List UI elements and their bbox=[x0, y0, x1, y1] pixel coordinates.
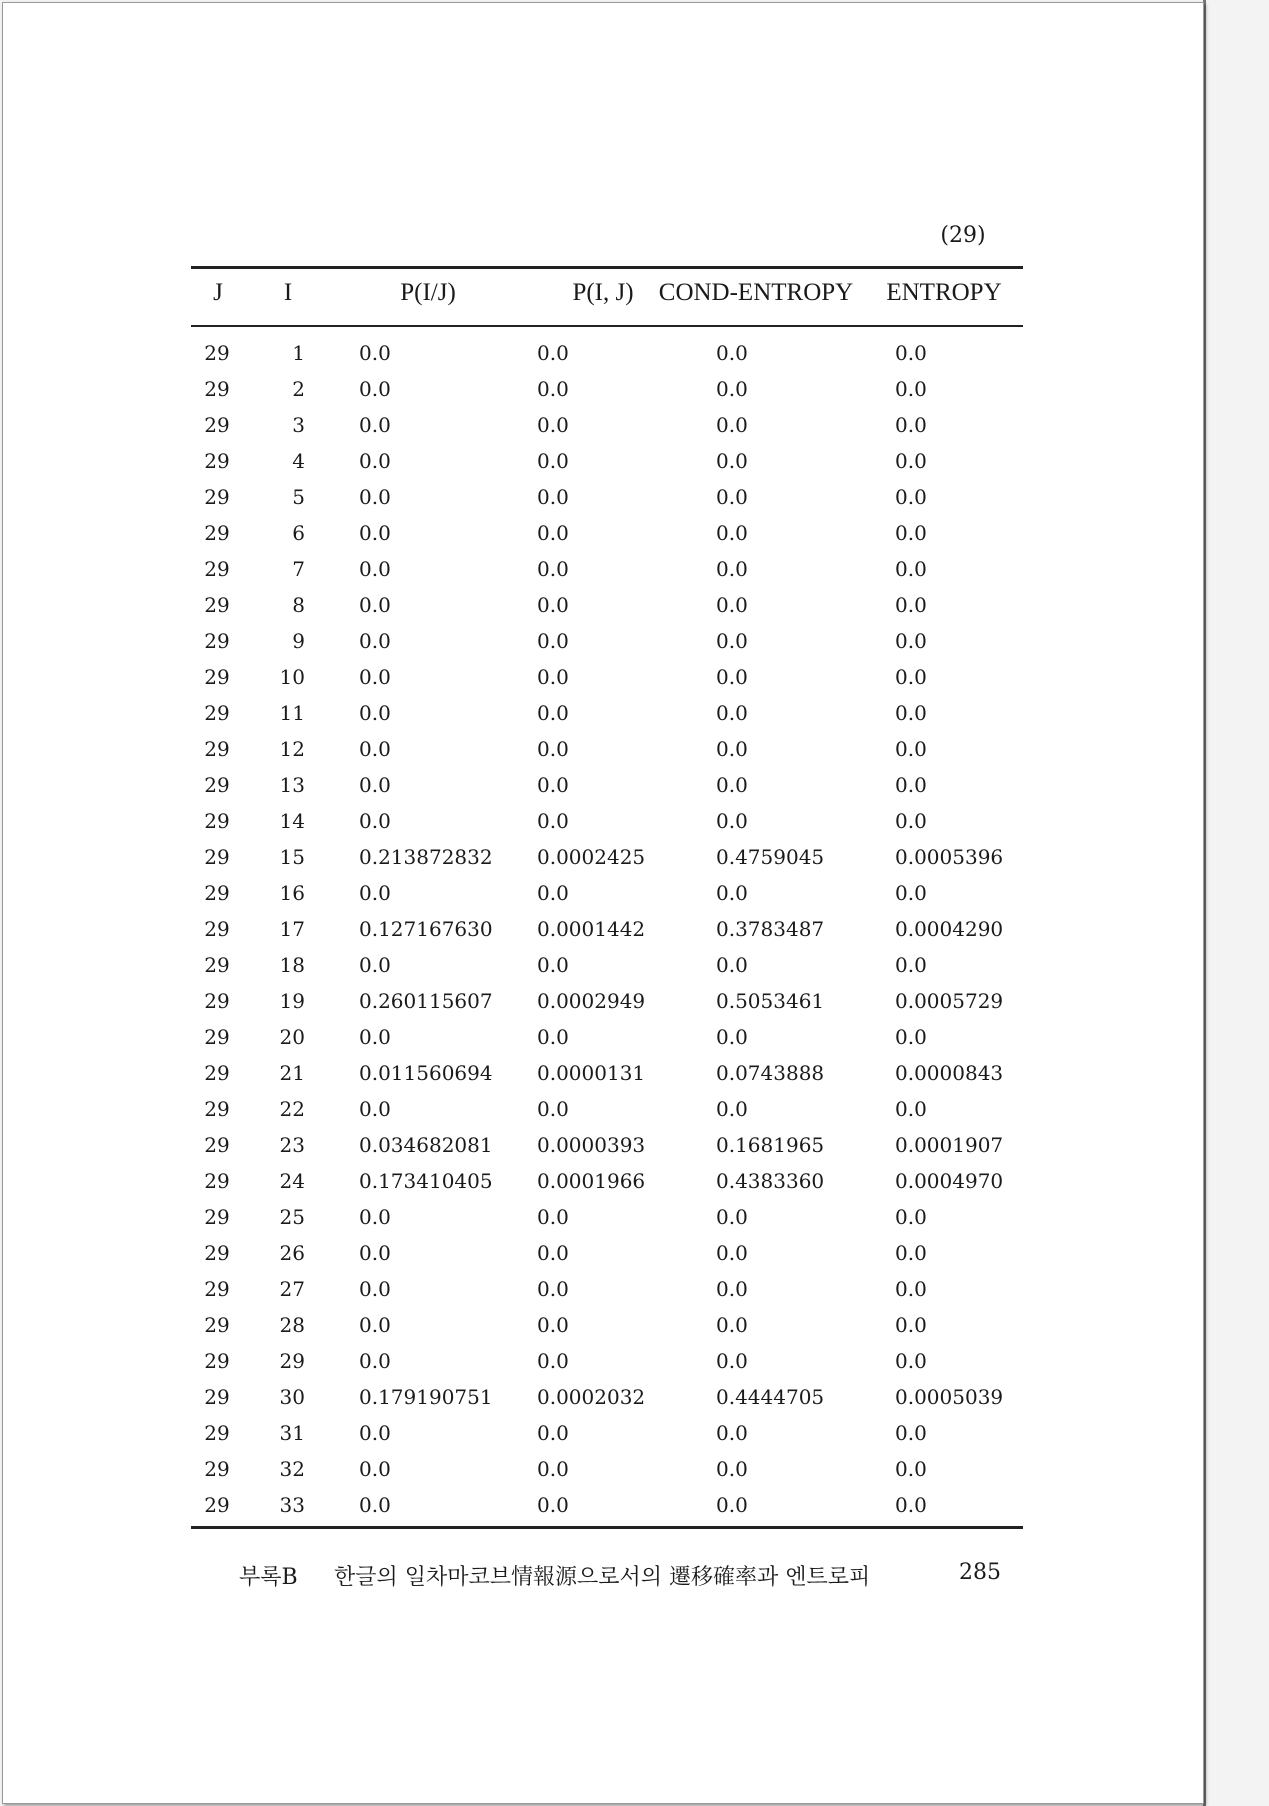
cell-p-i-j: 0.0 bbox=[537, 449, 569, 473]
table-top-rule bbox=[191, 266, 1023, 269]
table-row bbox=[3, 481, 1203, 517]
cell-j: 29 bbox=[204, 1349, 230, 1373]
cell-p-i-j: 0.0 bbox=[537, 665, 569, 689]
cell-j: 29 bbox=[204, 809, 230, 833]
table-row bbox=[3, 1021, 1203, 1057]
table-row bbox=[3, 337, 1203, 373]
cell-i: 31 bbox=[279, 1421, 305, 1445]
cell-cond-entropy: 0.0 bbox=[716, 1313, 748, 1337]
cell-p-i-given-j: 0.0 bbox=[359, 413, 391, 437]
cell-cond-entropy: 0.4759045 bbox=[716, 845, 825, 869]
cell-entropy: 0.0 bbox=[895, 881, 927, 905]
cell-i: 2 bbox=[292, 377, 305, 401]
cell-p-i-j: 0.0 bbox=[537, 485, 569, 509]
footer-title: 한글의 일차마코브情報源으로서의 遷移確率과 엔트로피 bbox=[334, 1565, 871, 1590]
cell-entropy: 0.0 bbox=[895, 413, 927, 437]
cell-p-i-j: 0.0 bbox=[537, 737, 569, 761]
cell-j: 29 bbox=[204, 881, 230, 905]
table-row bbox=[3, 1165, 1203, 1201]
cell-j: 29 bbox=[204, 341, 230, 365]
cell-p-i-j: 0.0 bbox=[537, 593, 569, 617]
cell-p-i-j: 0.0001966 bbox=[537, 1169, 646, 1193]
cell-p-i-given-j: 0.179190751 bbox=[359, 1385, 493, 1409]
cell-entropy: 0.0 bbox=[895, 377, 927, 401]
table-row bbox=[3, 1309, 1203, 1345]
table-row bbox=[3, 1129, 1203, 1165]
cell-j: 29 bbox=[204, 665, 230, 689]
cell-cond-entropy: 0.0 bbox=[716, 737, 748, 761]
cell-i: 30 bbox=[279, 1385, 305, 1409]
cell-cond-entropy: 0.0 bbox=[716, 593, 748, 617]
cell-p-i-j: 0.0 bbox=[537, 1349, 569, 1373]
cell-i: 12 bbox=[279, 737, 305, 761]
table-number: (29) bbox=[940, 223, 986, 248]
cell-i: 3 bbox=[292, 413, 305, 437]
cell-entropy: 0.0 bbox=[895, 1313, 927, 1337]
cell-p-i-given-j: 0.0 bbox=[359, 1457, 391, 1481]
cell-p-i-given-j: 0.127167630 bbox=[359, 917, 493, 941]
cell-i: 21 bbox=[279, 1061, 305, 1085]
cell-cond-entropy: 0.0 bbox=[716, 1493, 748, 1517]
table-row bbox=[3, 373, 1203, 409]
cell-j: 29 bbox=[204, 1205, 230, 1229]
cell-j: 29 bbox=[204, 953, 230, 977]
cell-p-i-j: 0.0 bbox=[537, 1313, 569, 1337]
cell-i: 4 bbox=[292, 449, 305, 473]
table-row bbox=[3, 913, 1203, 949]
header-entropy: ENTROPY bbox=[886, 279, 1002, 306]
table-row bbox=[3, 1093, 1203, 1129]
cell-p-i-given-j: 0.0 bbox=[359, 1313, 391, 1337]
table-row bbox=[3, 553, 1203, 589]
table-row bbox=[3, 841, 1203, 877]
cell-p-i-given-j: 0.0 bbox=[359, 809, 391, 833]
cell-p-i-given-j: 0.0 bbox=[359, 665, 391, 689]
cell-p-i-j: 0.0 bbox=[537, 701, 569, 725]
cell-cond-entropy: 0.0 bbox=[716, 449, 748, 473]
cell-j: 29 bbox=[204, 1493, 230, 1517]
cell-p-i-given-j: 0.0 bbox=[359, 1241, 391, 1265]
cell-i: 20 bbox=[279, 1025, 305, 1049]
cell-p-i-given-j: 0.173410405 bbox=[359, 1169, 493, 1193]
cell-p-i-given-j: 0.0 bbox=[359, 1349, 391, 1373]
cell-p-i-given-j: 0.0 bbox=[359, 521, 391, 545]
cell-entropy: 0.0 bbox=[895, 737, 927, 761]
cell-cond-entropy: 0.0 bbox=[716, 1205, 748, 1229]
cell-p-i-given-j: 0.0 bbox=[359, 881, 391, 905]
cell-cond-entropy: 0.0 bbox=[716, 1421, 748, 1445]
cell-j: 29 bbox=[204, 917, 230, 941]
table-header-rule bbox=[191, 325, 1023, 327]
cell-i: 27 bbox=[279, 1277, 305, 1301]
cell-cond-entropy: 0.0 bbox=[716, 665, 748, 689]
cell-entropy: 0.0004290 bbox=[895, 917, 1004, 941]
cell-p-i-j: 0.0 bbox=[537, 377, 569, 401]
cell-p-i-given-j: 0.0 bbox=[359, 629, 391, 653]
table-row bbox=[3, 1453, 1203, 1489]
cell-j: 29 bbox=[204, 1061, 230, 1085]
cell-i: 8 bbox=[292, 593, 305, 617]
cell-p-i-given-j: 0.0 bbox=[359, 449, 391, 473]
table-body bbox=[3, 337, 1203, 1525]
cell-j: 29 bbox=[204, 1313, 230, 1337]
cell-cond-entropy: 0.0 bbox=[716, 809, 748, 833]
cell-entropy: 0.0001907 bbox=[895, 1133, 1004, 1157]
cell-entropy: 0.0 bbox=[895, 665, 927, 689]
table-row bbox=[3, 1381, 1203, 1417]
cell-cond-entropy: 0.5053461 bbox=[716, 989, 825, 1013]
table-row bbox=[3, 769, 1203, 805]
cell-p-i-j: 0.0 bbox=[537, 1097, 569, 1121]
cell-entropy: 0.0 bbox=[895, 341, 927, 365]
cell-j: 29 bbox=[204, 773, 230, 797]
cell-entropy: 0.0 bbox=[895, 521, 927, 545]
cell-cond-entropy: 0.0 bbox=[716, 629, 748, 653]
cell-entropy: 0.0 bbox=[895, 557, 927, 581]
cell-cond-entropy: 0.4444705 bbox=[716, 1385, 825, 1409]
cell-p-i-given-j: 0.0 bbox=[359, 1097, 391, 1121]
cell-i: 15 bbox=[279, 845, 305, 869]
cell-cond-entropy: 0.4383360 bbox=[716, 1169, 825, 1193]
cell-cond-entropy: 0.0 bbox=[716, 1097, 748, 1121]
cell-p-i-given-j: 0.0 bbox=[359, 773, 391, 797]
cell-cond-entropy: 0.0 bbox=[716, 1349, 748, 1373]
cell-entropy: 0.0 bbox=[895, 1025, 927, 1049]
cell-cond-entropy: 0.0 bbox=[716, 521, 748, 545]
cell-j: 29 bbox=[204, 1133, 230, 1157]
cell-j: 29 bbox=[204, 593, 230, 617]
table-row bbox=[3, 1345, 1203, 1381]
cell-cond-entropy: 0.0 bbox=[716, 881, 748, 905]
cell-cond-entropy: 0.3783487 bbox=[716, 917, 825, 941]
table-row bbox=[3, 1237, 1203, 1273]
cell-i: 5 bbox=[292, 485, 305, 509]
cell-p-i-j: 0.0 bbox=[537, 953, 569, 977]
cell-j: 29 bbox=[204, 521, 230, 545]
header-cond-entropy: COND-ENTROPY bbox=[658, 279, 854, 306]
cell-cond-entropy: 0.0 bbox=[716, 377, 748, 401]
cell-entropy: 0.0 bbox=[895, 629, 927, 653]
cell-i: 24 bbox=[279, 1169, 305, 1193]
document-page bbox=[2, 2, 1204, 1804]
cell-i: 18 bbox=[279, 953, 305, 977]
cell-p-i-j: 0.0 bbox=[537, 1277, 569, 1301]
cell-p-i-given-j: 0.0 bbox=[359, 1277, 391, 1301]
cell-p-i-given-j: 0.0 bbox=[359, 737, 391, 761]
table-row bbox=[3, 517, 1203, 553]
cell-j: 29 bbox=[204, 413, 230, 437]
cell-cond-entropy: 0.0 bbox=[716, 413, 748, 437]
cell-p-i-given-j: 0.0 bbox=[359, 1025, 391, 1049]
cell-entropy: 0.0 bbox=[895, 1241, 927, 1265]
cell-entropy: 0.0 bbox=[895, 1277, 927, 1301]
table-row bbox=[3, 697, 1203, 733]
header-conditional-probability: P(I/J) bbox=[400, 279, 456, 306]
table-row bbox=[3, 1489, 1203, 1525]
cell-cond-entropy: 0.1681965 bbox=[716, 1133, 825, 1157]
cell-p-i-j: 0.0 bbox=[537, 1205, 569, 1229]
table-row bbox=[3, 1201, 1203, 1237]
cell-cond-entropy: 0.0 bbox=[716, 1025, 748, 1049]
cell-p-i-j: 0.0002032 bbox=[537, 1385, 646, 1409]
cell-p-i-given-j: 0.0 bbox=[359, 377, 391, 401]
cell-p-i-j: 0.0 bbox=[537, 773, 569, 797]
cell-p-i-j: 0.0 bbox=[537, 881, 569, 905]
cell-i: 9 bbox=[292, 629, 305, 653]
cell-i: 23 bbox=[279, 1133, 305, 1157]
header-joint-probability: P(I, J) bbox=[572, 279, 634, 306]
cell-i: 22 bbox=[279, 1097, 305, 1121]
header-i: I bbox=[283, 279, 293, 306]
cell-p-i-given-j: 0.0 bbox=[359, 593, 391, 617]
cell-i: 26 bbox=[279, 1241, 305, 1265]
cell-cond-entropy: 0.0 bbox=[716, 701, 748, 725]
cell-j: 29 bbox=[204, 1241, 230, 1265]
cell-p-i-j: 0.0001442 bbox=[537, 917, 646, 941]
cell-i: 11 bbox=[279, 701, 305, 725]
cell-p-i-j: 0.0 bbox=[537, 1241, 569, 1265]
cell-j: 29 bbox=[204, 1277, 230, 1301]
cell-i: 14 bbox=[279, 809, 305, 833]
cell-p-i-given-j: 0.0 bbox=[359, 701, 391, 725]
table-row bbox=[3, 949, 1203, 985]
cell-p-i-j: 0.0 bbox=[537, 413, 569, 437]
cell-entropy: 0.0 bbox=[895, 1205, 927, 1229]
cell-entropy: 0.0 bbox=[895, 1097, 927, 1121]
cell-i: 13 bbox=[279, 773, 305, 797]
cell-i: 33 bbox=[279, 1493, 305, 1517]
cell-p-i-given-j: 0.0 bbox=[359, 485, 391, 509]
table-row bbox=[3, 985, 1203, 1021]
cell-j: 29 bbox=[204, 737, 230, 761]
cell-entropy: 0.0004970 bbox=[895, 1169, 1004, 1193]
cell-entropy: 0.0 bbox=[895, 809, 927, 833]
footer-label: 부록B bbox=[239, 1565, 298, 1590]
cell-entropy: 0.0 bbox=[895, 449, 927, 473]
cell-p-i-given-j: 0.0 bbox=[359, 1205, 391, 1229]
cell-j: 29 bbox=[204, 449, 230, 473]
cell-cond-entropy: 0.0743888 bbox=[716, 1061, 825, 1085]
cell-j: 29 bbox=[204, 1385, 230, 1409]
cell-p-i-j: 0.0 bbox=[537, 341, 569, 365]
cell-cond-entropy: 0.0 bbox=[716, 1241, 748, 1265]
cell-i: 1 bbox=[292, 341, 305, 365]
cell-p-i-j: 0.0000131 bbox=[537, 1061, 646, 1085]
cell-p-i-j: 0.0002949 bbox=[537, 989, 646, 1013]
cell-p-i-given-j: 0.0 bbox=[359, 341, 391, 365]
table-row bbox=[3, 1273, 1203, 1309]
cell-entropy: 0.0 bbox=[895, 1421, 927, 1445]
cell-j: 29 bbox=[204, 1097, 230, 1121]
cell-cond-entropy: 0.0 bbox=[716, 557, 748, 581]
cell-i: 17 bbox=[279, 917, 305, 941]
cell-p-i-given-j: 0.0 bbox=[359, 557, 391, 581]
cell-p-i-given-j: 0.034682081 bbox=[359, 1133, 493, 1157]
cell-cond-entropy: 0.0 bbox=[716, 1457, 748, 1481]
cell-p-i-j: 0.0 bbox=[537, 1421, 569, 1445]
cell-p-i-j: 0.0000393 bbox=[537, 1133, 646, 1157]
table-row bbox=[3, 661, 1203, 697]
cell-entropy: 0.0 bbox=[895, 1493, 927, 1517]
cell-j: 29 bbox=[204, 557, 230, 581]
cell-entropy: 0.0 bbox=[895, 1349, 927, 1373]
cell-entropy: 0.0 bbox=[895, 593, 927, 617]
cell-p-i-given-j: 0.213872832 bbox=[359, 845, 493, 869]
table-row bbox=[3, 877, 1203, 913]
cell-j: 29 bbox=[204, 485, 230, 509]
cell-p-i-j: 0.0 bbox=[537, 1025, 569, 1049]
table-bottom-rule bbox=[191, 1526, 1023, 1529]
cell-j: 29 bbox=[204, 1169, 230, 1193]
cell-p-i-j: 0.0 bbox=[537, 1457, 569, 1481]
cell-cond-entropy: 0.0 bbox=[716, 953, 748, 977]
cell-entropy: 0.0 bbox=[895, 485, 927, 509]
cell-p-i-j: 0.0 bbox=[537, 521, 569, 545]
table-row bbox=[3, 445, 1203, 481]
page-number: 285 bbox=[959, 1560, 1001, 1585]
cell-i: 28 bbox=[279, 1313, 305, 1337]
cell-j: 29 bbox=[204, 701, 230, 725]
cell-j: 29 bbox=[204, 377, 230, 401]
cell-i: 10 bbox=[279, 665, 305, 689]
cell-p-i-j: 0.0002425 bbox=[537, 845, 646, 869]
cell-cond-entropy: 0.0 bbox=[716, 485, 748, 509]
cell-p-i-given-j: 0.0 bbox=[359, 1421, 391, 1445]
cell-i: 6 bbox=[292, 521, 305, 545]
cell-entropy: 0.0000843 bbox=[895, 1061, 1004, 1085]
cell-entropy: 0.0005039 bbox=[895, 1385, 1004, 1409]
cell-entropy: 0.0 bbox=[895, 1457, 927, 1481]
cell-entropy: 0.0005396 bbox=[895, 845, 1004, 869]
cell-p-i-j: 0.0 bbox=[537, 629, 569, 653]
cell-p-i-j: 0.0 bbox=[537, 809, 569, 833]
table-row bbox=[3, 1057, 1203, 1093]
cell-cond-entropy: 0.0 bbox=[716, 341, 748, 365]
table-row bbox=[3, 409, 1203, 445]
header-j: J bbox=[213, 279, 223, 306]
cell-entropy: 0.0 bbox=[895, 953, 927, 977]
cell-entropy: 0.0 bbox=[895, 773, 927, 797]
cell-i: 25 bbox=[279, 1205, 305, 1229]
cell-i: 19 bbox=[279, 989, 305, 1013]
cell-i: 32 bbox=[279, 1457, 305, 1481]
cell-i: 29 bbox=[279, 1349, 305, 1373]
cell-j: 29 bbox=[204, 1025, 230, 1049]
cell-entropy: 0.0 bbox=[895, 701, 927, 725]
cell-j: 29 bbox=[204, 1457, 230, 1481]
cell-j: 29 bbox=[204, 1421, 230, 1445]
cell-cond-entropy: 0.0 bbox=[716, 773, 748, 797]
table-row bbox=[3, 805, 1203, 841]
cell-p-i-j: 0.0 bbox=[537, 557, 569, 581]
table-row bbox=[3, 1417, 1203, 1453]
table-row bbox=[3, 733, 1203, 769]
cell-cond-entropy: 0.0 bbox=[716, 1277, 748, 1301]
cell-i: 16 bbox=[279, 881, 305, 905]
cell-p-i-given-j: 0.260115607 bbox=[359, 989, 493, 1013]
cell-j: 29 bbox=[204, 989, 230, 1013]
cell-p-i-given-j: 0.0 bbox=[359, 953, 391, 977]
cell-i: 7 bbox=[292, 557, 305, 581]
cell-j: 29 bbox=[204, 629, 230, 653]
cell-j: 29 bbox=[204, 845, 230, 869]
cell-entropy: 0.0005729 bbox=[895, 989, 1004, 1013]
cell-p-i-given-j: 0.0 bbox=[359, 1493, 391, 1517]
cell-p-i-given-j: 0.011560694 bbox=[359, 1061, 493, 1085]
table-row bbox=[3, 625, 1203, 661]
table-row bbox=[3, 589, 1203, 625]
cell-p-i-j: 0.0 bbox=[537, 1493, 569, 1517]
